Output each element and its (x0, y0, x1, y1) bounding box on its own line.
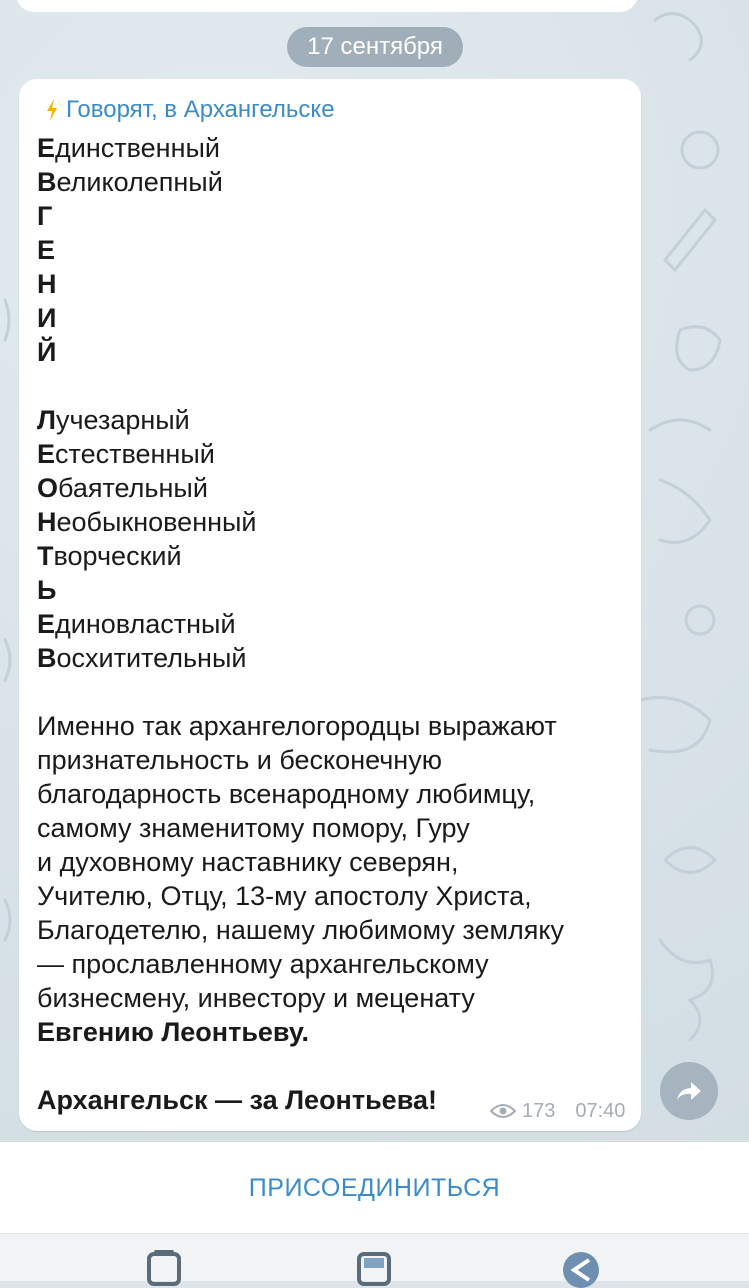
paragraph-line: самому знаменитому помору, Гуру (37, 813, 470, 843)
acrostic-line (37, 437, 627, 471)
message-paragraph (37, 709, 627, 1015)
acrostic-rest: осхитительный (56, 643, 247, 673)
nav-back-icon[interactable] (562, 1248, 600, 1288)
join-button[interactable] (0, 1141, 749, 1234)
nav-home-icon[interactable] (355, 1248, 393, 1288)
channel-name-label: Говорят, в Архангельске (66, 96, 335, 123)
acrostic-initial: Н (37, 507, 57, 537)
nav-recents-icon[interactable] (145, 1248, 183, 1288)
acrostic-initial: Е (37, 439, 56, 469)
acrostic-line (37, 233, 627, 267)
previous-message-bubble (16, 0, 638, 12)
paragraph-line: и духовному наставнику северян, (37, 847, 459, 877)
acrostic-initial: Е (37, 235, 56, 265)
paragraph-line: признательность и бесконечную (37, 745, 442, 775)
acrostic-rest: стественный (55, 439, 215, 469)
acrostic-rest: еликолепный (56, 167, 223, 197)
acrostic-initial: Г (37, 201, 53, 231)
paragraph-line: Учителю, Отцу, 13-му апостолу Христа, (37, 881, 532, 911)
paragraph-line: бизнесмену, инвестору и меценату (37, 983, 475, 1013)
message-meta (490, 1097, 625, 1125)
view-count: 173 (522, 1099, 556, 1122)
acrostic-line (37, 165, 627, 199)
acrostic-initial: Т (37, 541, 54, 571)
acrostic-rest: динственный (55, 133, 220, 163)
message-text (37, 131, 627, 1117)
acrostic-initial: В (37, 643, 57, 673)
acrostic-initial: Н (37, 269, 57, 299)
acrostic-line (37, 131, 627, 165)
acrostic-line (37, 607, 627, 641)
acrostic-initial: Л (37, 405, 56, 435)
date-separator: 17 сентября (287, 27, 463, 67)
paragraph-line: — прославленному архангельскому (37, 949, 489, 979)
acrostic-line (37, 267, 627, 301)
closing-line: Архангельск — за Леонтьева! (37, 1085, 437, 1115)
bold-name: Евгению Леонтьеву. (37, 1017, 310, 1047)
acrostic-rest: еобыкновенный (56, 507, 257, 537)
acrostic-line (37, 573, 627, 607)
lightning-icon (44, 98, 60, 122)
acrostic-line (37, 505, 627, 539)
system-navigation-bar (0, 1233, 749, 1281)
paragraph-line: благодарность всенародному любимцу, (37, 779, 536, 809)
acrostic-line (37, 301, 627, 335)
acrostic-block (37, 131, 627, 675)
message-time: 07:40 (575, 1099, 626, 1122)
acrostic-initial: Е (37, 609, 56, 639)
channel-name[interactable] (44, 95, 335, 125)
acrostic-line (37, 335, 627, 369)
acrostic-initial: И (37, 303, 57, 333)
acrostic-initial: Ь (37, 575, 57, 605)
acrostic-initial: Е (37, 133, 56, 163)
acrostic-initial: О (37, 473, 59, 503)
acrostic-rest: ворческий (53, 541, 182, 571)
acrostic-initial: В (37, 167, 57, 197)
share-arrow-icon (675, 1079, 703, 1103)
acrostic-rest: учезарный (55, 405, 190, 435)
paragraph-line: Именно так архангелогородцы выражают (37, 711, 557, 741)
acrostic-rest: диновластный (55, 609, 236, 639)
acrostic-line (37, 641, 627, 675)
acrostic-line (37, 403, 627, 437)
acrostic-line (37, 471, 627, 505)
paragraph-line: Благодетелю, нашему любимому земляку (37, 915, 565, 945)
eye-icon (490, 1103, 516, 1119)
acrostic-line (37, 199, 627, 233)
acrostic-initial: Й (37, 337, 57, 367)
join-label: ПРИСОЕДИНИТЬСЯ (248, 1173, 501, 1202)
acrostic-rest: баятельный (58, 473, 208, 503)
share-button[interactable] (660, 1062, 718, 1120)
acrostic-line (37, 539, 627, 573)
